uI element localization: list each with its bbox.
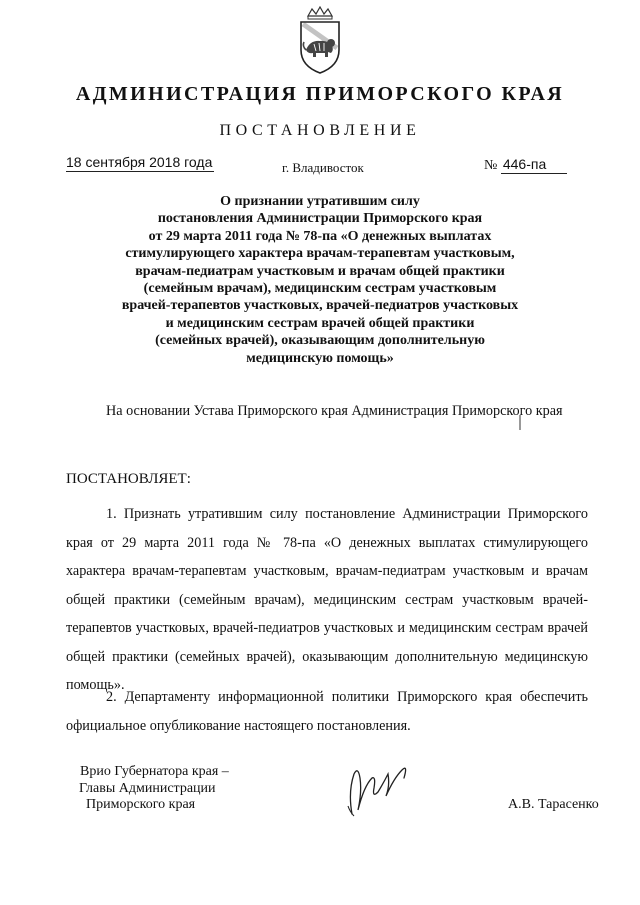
subject-line: (семейным врачам), медицинским сестрам участковым: [143, 281, 497, 297]
document-number: [484, 156, 567, 174]
subject-line: (семейных врачей), оказывающим дополнительную: [155, 333, 485, 349]
position-line: Врио Губернатора края –: [80, 764, 229, 779]
document-city: г. Владивосток: [282, 160, 364, 175]
pen-mark: [516, 414, 524, 432]
document-subject: [90, 193, 550, 367]
number-sign: №: [484, 158, 498, 173]
subject-line: от 29 марта 2011 года № 78-па «О денежных выплатах: [148, 228, 492, 244]
resolution-item-1: 1. Признать утратившим силу постановление Администрации Приморского края от 29 марта 2011 года № 78-па «О денежных выплатах стимулирующего характера врачам-терапевтам участковым, врачам-педиатрам участковым и врачам общей практики (семейным врачам), медицинским сестрам участковым врачей-терапевтов участковых, врачей-педиатров участковых и медицинским сестрам врачей общей практики (семейных врачей), оказывающим дополнительную медицинскую помощь».: [66, 506, 588, 693]
signatory-position: [66, 764, 229, 814]
resolution-item-2: 2. Департаменту информационной политики Приморского края обеспечить официальное опубликование настоящего постановления.: [66, 689, 588, 734]
subject-line: О признании утратившим силу: [220, 194, 420, 209]
handwritten-signature: [338, 752, 422, 822]
basis-paragraph: На основании Устава Приморского края Администрация Приморского края: [106, 403, 563, 419]
subject-line: стимулирующего характера врачам-терапевтам участковым,: [125, 246, 515, 262]
subject-line: врачей-терапевтов участковых, врачей-педиатров участковых: [121, 298, 519, 314]
document-date: 18 сентября 2018 года: [66, 154, 213, 170]
subject-line: и медицинским сестрам врачей общей практики: [165, 315, 475, 331]
subject-line: медицинскую помощь»: [246, 350, 394, 366]
subject-line: врачам-педиатрам участковым и врачам общей практики: [135, 263, 505, 279]
position-line: Главы Администрации: [79, 780, 216, 796]
number-value: 446-па: [501, 156, 567, 174]
organization-title: АДМИНИСТРАЦИЯ ПРИМОРСКОГО КРАЯ: [75, 83, 565, 105]
resolves-heading: ПОСТАНОВЛЯЕТ:: [66, 471, 191, 487]
subject-line: постановления Администрации Приморского края: [157, 211, 483, 227]
position-line: Приморского края: [86, 797, 196, 813]
signatory-name: А.В. Тарасенко: [508, 797, 599, 812]
document-type: ПОСТАНОВЛЕНИЕ: [219, 122, 421, 139]
coat-of-arms-emblem: [294, 6, 346, 76]
